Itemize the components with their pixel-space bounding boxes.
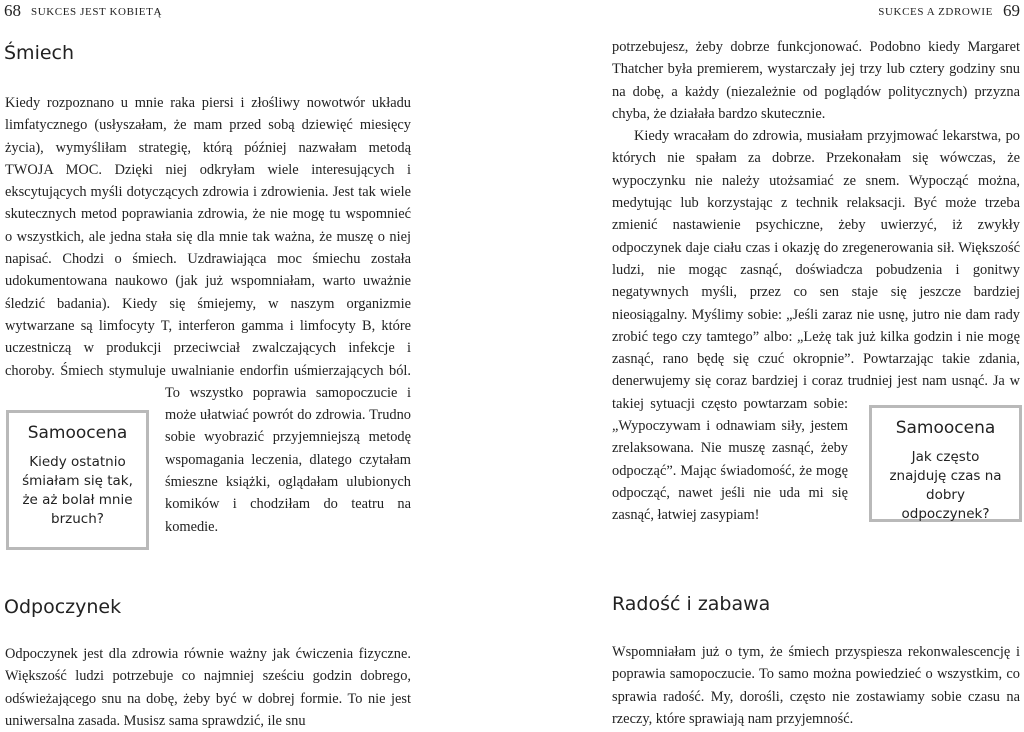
self-assessment-title-right: Samoocena (895, 418, 996, 438)
self-assessment-box-right (869, 405, 1022, 522)
page-number-right: 69 (1003, 1, 1020, 20)
self-assessment-question-right: Jak często znajduję czas na dobry odpoczynek? (889, 449, 1002, 522)
self-assessment-question-left: Kiedy ostatnio śmiałam się tak, że aż bolał mnie brzuch? (22, 454, 133, 527)
page-number-left: 68 (4, 1, 21, 20)
self-assessment-box-left (6, 410, 149, 550)
section-title-radosc: Radość i zabawa (612, 593, 771, 615)
running-head-title-right: SUKCES A ZDROWIE (878, 6, 993, 18)
running-head-right (878, 1, 1020, 21)
smiech-paragraph: Kiedy rozpoznano u mnie raka piersi i złośliwy nowotwór układu limfatycznego (usłyszałam, że mam przed sobą dziewięć miesięcy życia), wymyśliłam strategię, którą później nazwałam metodą TWOJA MOC. Dzięki niej odkryłam wiele interesujących i ekscytujących myśli dotyczących zdrowia i zdrowienia. Jest tak wiele skutecznych metod poprawiania zdrowia, że nie mogę tu wspomnieć o wszystkich, ale jedna stała się dla mnie tak ważna, że muszę o niej napisać. Chodzi o śmiech. Uzdrawiająca moc śmiechu została udokumentowana naukowo (jak już wspomniałam, warto uważnie śledzić badania). Kiedy się śmiejemy, w naszym organizmie wytwarzane są limfocyty T, interferon gamma i limfocyty B, które uczestniczą w produkcji przeciwciał zwalczających infekcje i choroby. Śmiech stymuluje uwalnianie endorfin uśmierzających ból. To wszystko poprawia samopoczucie i może ułatwiać powrót do zdrowia. Trudno sobie wyobrazić przyjemniejszą metodę wspomagania leczenia, dlatego czytałam śmieszne książki, oglądałam ulubionych komików i chodziłam do teatru na komedie. (5, 95, 411, 535)
odpoczynek-paragraph-2: Kiedy wracałam do zdrowia, musiałam przyjmować lekarstwa, po których nie spałam za dobrze. Przekonałam się wówczas, że wypoczynku nie należy utożsamiać ze snem. Wypocząć można, medytując lub korzystając z technik relaksacji. Być może trzeba zmienić nastawienie psychiczne, żeby uwierzyć, iż zwykły odpoczynek daje ciału czas i okazję do zregenerowania sił. Większość ludzi, nie mogąc zasnąć, doświadcza pobudzenia i gonitwy negatywnych myśli, przez co sen staje się jeszcze bardziej nieosiągalny. Myślimy sobie: „Jeśli zaraz nie usnę, jutro nie dam rady zrobić tego czy tamtego” albo: „Leżę tak już kilka godzin i nie mogę zasnąć, rano będę się czuć okropnie”. Powtarzając takie zdania, denerwujemy się coraz bardziej i coraz trudniej jest nam usnąć. Ja w takiej sytuacji często powtarzam sobie: „Wypoczywam i odnawiam siły, jestem zrelaksowana. Nie muszę zasnąć, żeby odpocząć”. Mając świadomość, że mogę odpocząć, nawet jeśli nie uda mi się zasnąć, łatwiej zasypiam! (612, 128, 1020, 524)
section-title-smiech: Śmiech (4, 42, 75, 64)
section-text-odpoczynek (5, 643, 411, 732)
self-assessment-title-left: Samoocena (27, 423, 128, 443)
left-page (0, 0, 512, 731)
running-head-title-left: SUKCES JEST KOBIETĄ (31, 6, 162, 18)
odpoczynek-paragraph: Odpoczynek jest dla zdrowia równie ważny jak ćwiczenia fizyczne. Większość ludzi potrzebuje co najmniej sześciu godzin dobrego, odświeżającego snu na dobę, żeby być w dobrej formie. To nie jest uniwersalna zasada. Musisz sama sprawdzić, ile snu (5, 646, 411, 729)
section-text-radosc (612, 641, 1020, 730)
odpoczynek-paragraph-1: potrzebujesz, żeby dobrze funkcjonować. Podobno kiedy Margaret Thatcher była premierem, wystarczały jej trzy lub cztery godziny snu na dobę, a każdy (niezależnie od poglądów politycznych) przyzna chyba, że działała bardzo skutecznie. (612, 39, 1020, 122)
running-head-left (4, 1, 162, 21)
radosc-paragraph: Wspomniałam już o tym, że śmiech przyspiesza rekonwalescencję i poprawia samopoczucie. To samo można powiedzieć o wszystkim, co sprawia radość. My, dorośli, często nie zostawiamy sobie czasu na rzeczy, które sprawiają nam przyjemność. (612, 644, 1020, 727)
section-title-odpoczynek: Odpoczynek (4, 596, 122, 618)
right-page (512, 0, 1024, 731)
